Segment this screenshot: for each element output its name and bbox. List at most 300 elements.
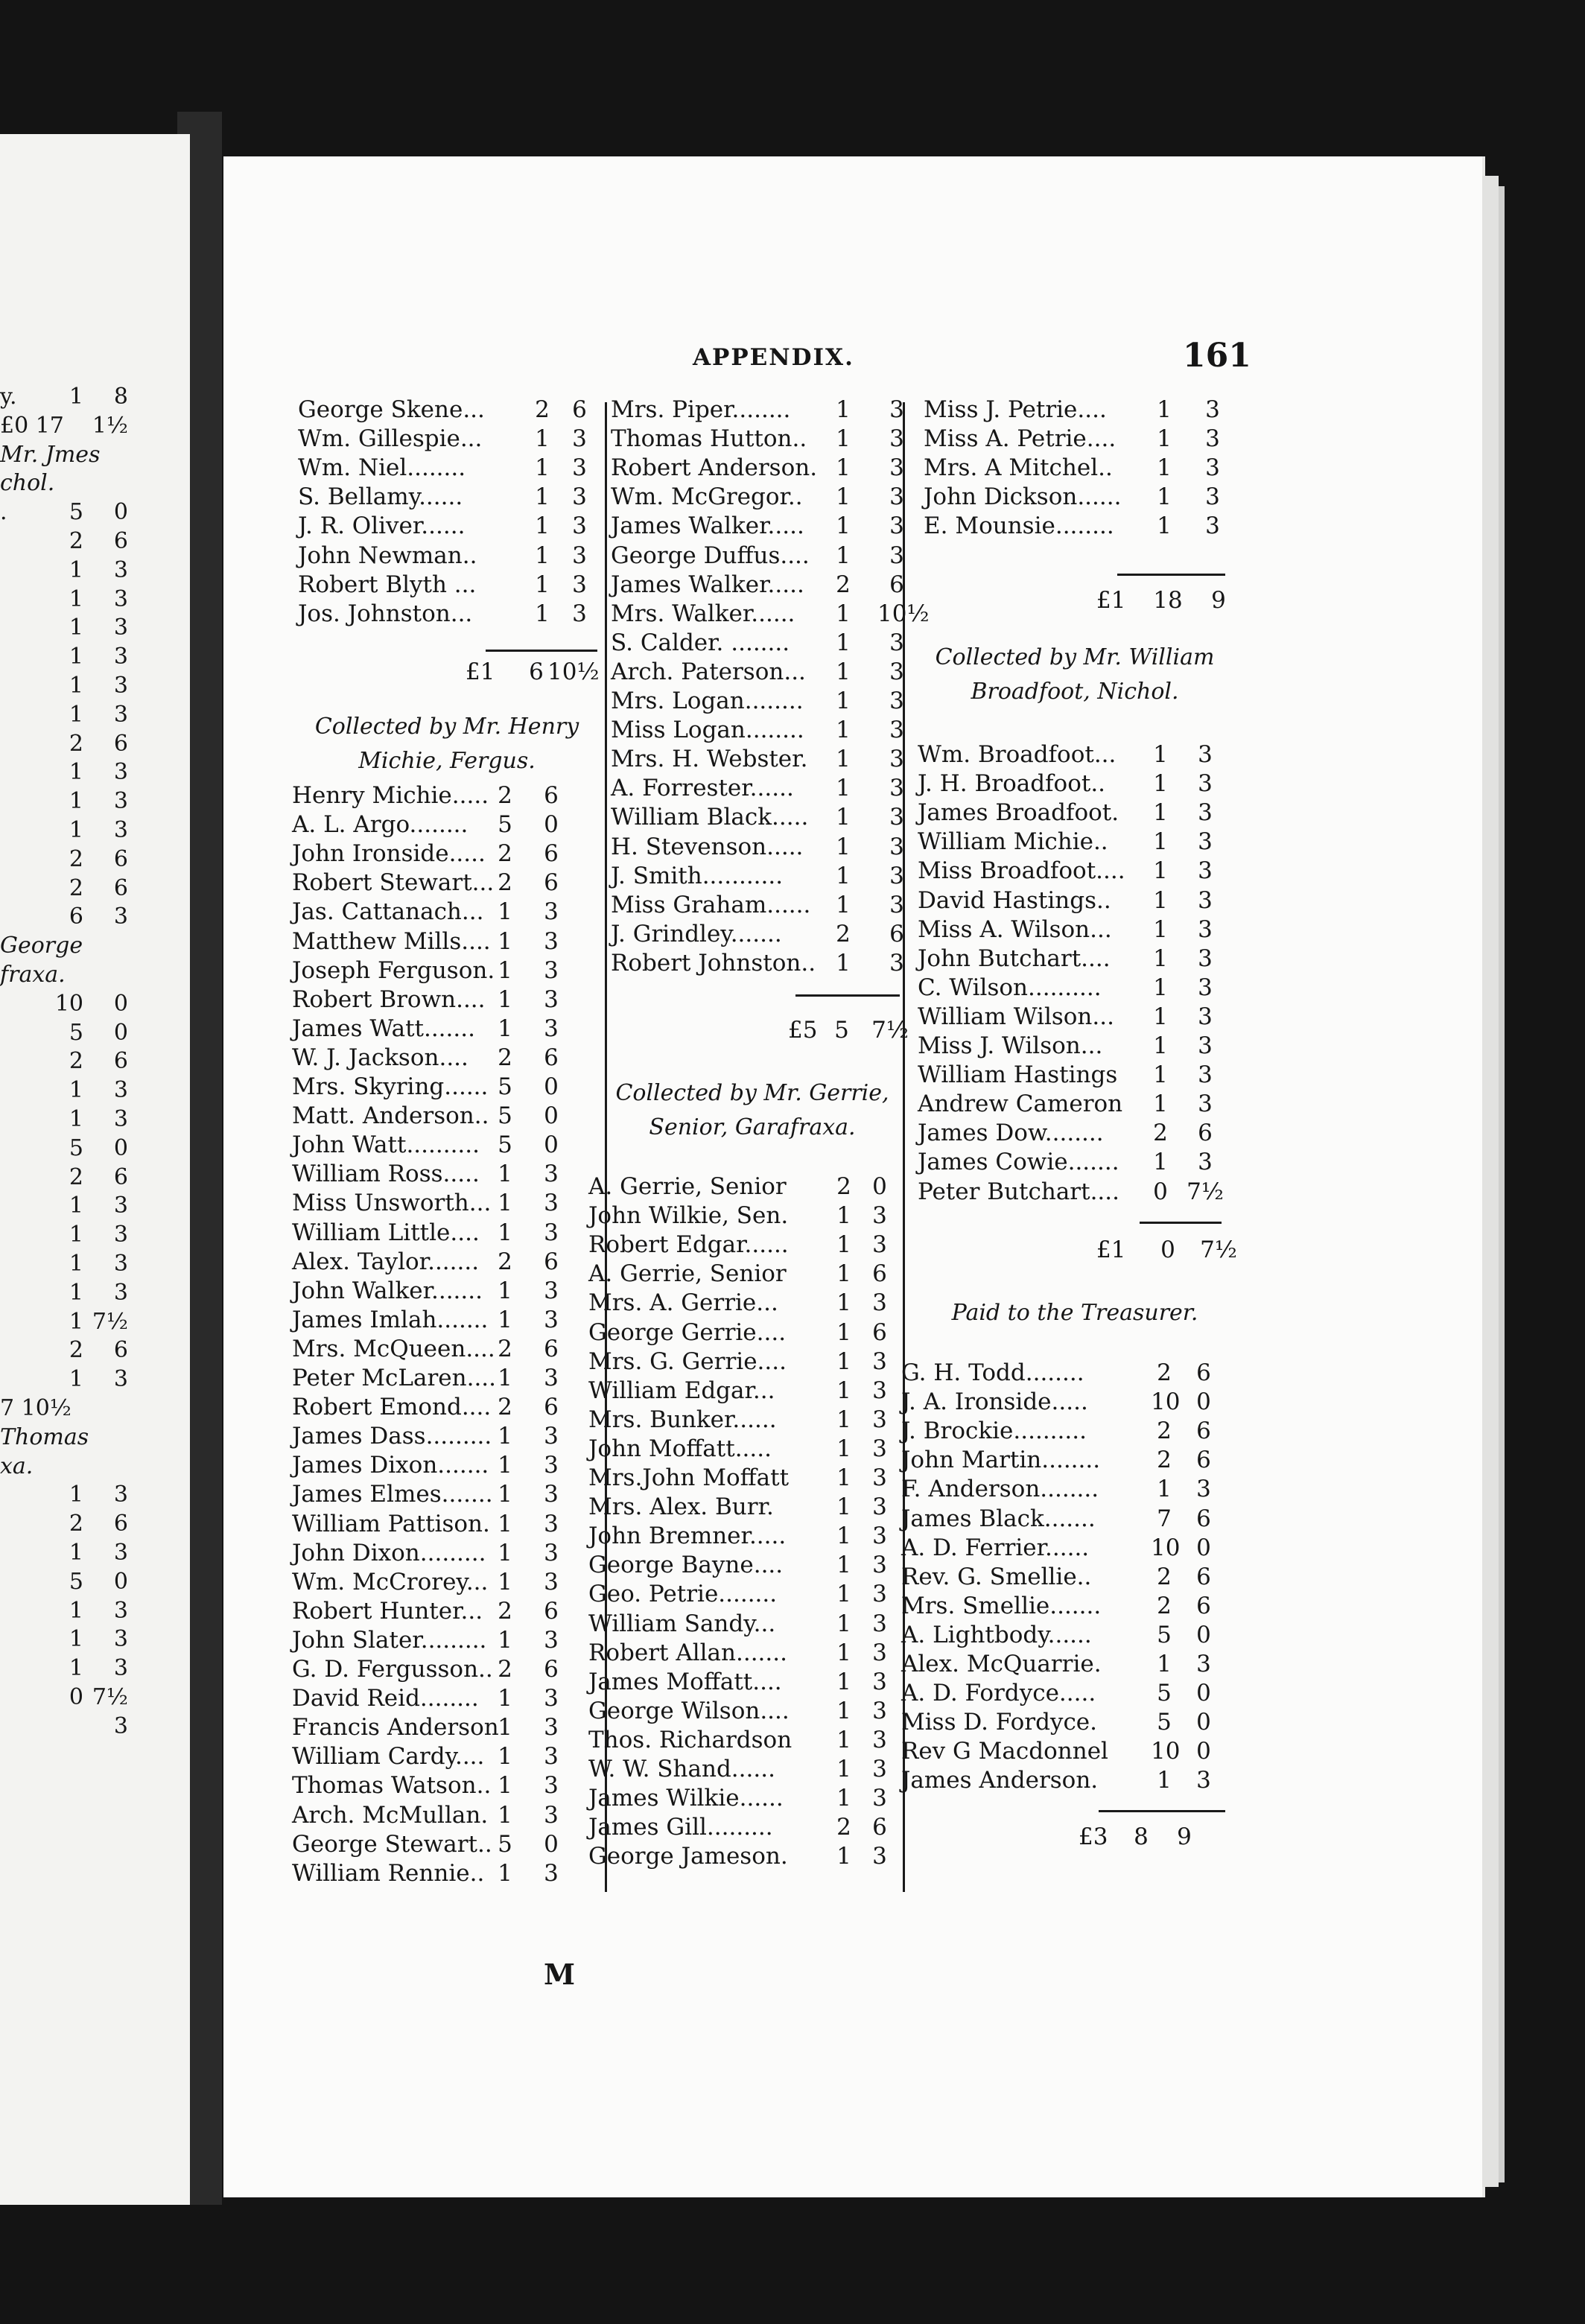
pence: 3: [872, 1289, 887, 1317]
shillings: 1: [836, 833, 851, 860]
left-page-row: [0, 1106, 171, 1136]
shillings: 5: [498, 1073, 512, 1100]
shillings: 1: [836, 542, 851, 569]
donor-name: William Hastings: [918, 1061, 1118, 1089]
entry-row: [924, 396, 1238, 425]
running-header: APPENDIX.: [693, 344, 854, 371]
shillings: 1: [1157, 1767, 1172, 1794]
fragment-shillings: 1: [69, 1251, 83, 1277]
collector-heading: Senior, Garafraxa.: [649, 1114, 856, 1140]
fragment-shillings: 1: [69, 644, 83, 670]
left-page-row: [0, 1511, 171, 1540]
fragment-shillings: 2: [69, 528, 83, 554]
left-page-row: [0, 933, 171, 962]
entry-row: [298, 571, 605, 600]
pence: 3: [889, 542, 904, 569]
fragment-pence: 1½: [92, 412, 128, 439]
entry-row: [901, 1767, 1229, 1795]
entry-row: [292, 1131, 576, 1160]
shillings: 1: [836, 1668, 851, 1695]
donor-name: Andrew Cameron: [918, 1090, 1123, 1118]
donor-name: W. W. Shand......: [588, 1756, 775, 1782]
donor-name: John Dixon.........: [292, 1539, 486, 1566]
donor-name: Miss A. Wilson...: [918, 915, 1112, 943]
fragment-shillings: 6: [69, 904, 83, 930]
page-edge: [1482, 176, 1499, 2187]
pence: 3: [872, 1552, 887, 1579]
entry-row: [292, 1772, 576, 1800]
shillings: 1: [498, 1685, 512, 1712]
entry-row: [918, 741, 1230, 769]
entry-row: [298, 425, 605, 454]
donor-name: John Slater.........: [292, 1626, 487, 1654]
entry-row: [292, 1569, 576, 1597]
entry-row: [918, 1149, 1230, 1177]
entry-row: [292, 1161, 576, 1189]
pence: 6: [1196, 1505, 1211, 1532]
shillings: 1: [535, 425, 550, 453]
fragment-shillings: 1: [69, 1308, 83, 1335]
pence: 3: [1198, 828, 1213, 856]
shillings: 1: [498, 1626, 512, 1654]
donor-name: James Dow........: [918, 1120, 1104, 1147]
donor-name: Robert Anderson.: [611, 454, 818, 482]
shillings: 10: [1151, 1534, 1181, 1561]
entry-row: [901, 1388, 1229, 1417]
entry-row: [292, 1423, 576, 1451]
fragment-shillings: 5: [69, 499, 83, 526]
pence: 3: [572, 512, 587, 540]
shillings: 1: [836, 1435, 851, 1462]
total-pence: 10½: [547, 658, 600, 685]
donor-name: Wm. McGregor..: [611, 483, 803, 511]
entry-row: [292, 1044, 576, 1073]
donor-name: Matthew Mills....: [292, 927, 491, 955]
entry-row: [901, 1476, 1229, 1504]
shillings: 1: [836, 658, 851, 685]
donor-name: Mrs. A Mitchel..: [924, 454, 1113, 482]
donor-name: Thomas Hutton..: [611, 425, 807, 453]
entry-row: [918, 828, 1230, 857]
fragment-shillings: 1: [69, 384, 83, 410]
pence: 3: [889, 891, 904, 918]
donor-name: Robert Brown....: [292, 985, 486, 1013]
shillings: 1: [836, 1639, 851, 1666]
shillings: 1: [836, 1289, 851, 1317]
pence: 3: [1205, 483, 1220, 511]
entry-row: [292, 1860, 576, 1888]
donor-name: Robert Stewart...: [292, 869, 495, 897]
pence: 6: [872, 1318, 887, 1346]
pence: 6: [1198, 1120, 1213, 1147]
entry-row: [588, 1698, 905, 1726]
donor-name: A. Gerrie, Senior: [588, 1260, 787, 1288]
left-page-row: [0, 1598, 171, 1628]
pence: 6: [1196, 1563, 1211, 1590]
left-page-row: [0, 846, 171, 876]
pence: 3: [872, 1668, 887, 1695]
total-pounds: £3: [1079, 1823, 1108, 1850]
pence: 0: [1196, 1738, 1211, 1765]
entry-row: [924, 425, 1238, 454]
entry-row: [611, 775, 922, 803]
pence: 3: [872, 1726, 887, 1753]
shillings: 1: [836, 1726, 851, 1753]
entry-row: [588, 1639, 905, 1668]
shillings: 1: [1157, 483, 1172, 511]
left-page-row: [0, 1222, 171, 1251]
pence: 3: [544, 1452, 559, 1479]
entry-row: [588, 1669, 905, 1697]
shillings: 2: [535, 396, 550, 423]
fragment-text: .: [0, 499, 7, 526]
entry-row: [918, 1061, 1230, 1090]
donor-name: Mrs. A. Gerrie...: [588, 1289, 778, 1317]
pence: 3: [544, 1277, 559, 1304]
entry-row: [918, 974, 1230, 1003]
entry-row: [292, 957, 576, 985]
entry-row: [292, 1511, 576, 1539]
donor-name: William Pattison.: [292, 1510, 490, 1537]
donor-name: J. Smith...........: [611, 862, 784, 889]
pence: 6: [544, 1394, 559, 1421]
pence: 3: [1198, 741, 1213, 768]
entry-row: [588, 1814, 905, 1842]
entry-row: [901, 1622, 1229, 1650]
fragment-pence: 6: [113, 1048, 128, 1075]
entry-row: [292, 1394, 576, 1422]
left-page-row: [0, 788, 171, 818]
shillings: 1: [498, 1219, 512, 1246]
pence: 3: [872, 1406, 887, 1433]
entry-row: [918, 1120, 1230, 1148]
shillings: 1: [1153, 1090, 1168, 1118]
donor-name: Robert Hunter...: [292, 1597, 483, 1625]
shillings: 2: [1157, 1417, 1172, 1445]
left-page-row: [0, 1569, 171, 1598]
pence: 3: [1198, 857, 1213, 885]
shillings: 1: [498, 1510, 512, 1537]
left-page-row: [0, 1193, 171, 1222]
entry-row: [611, 629, 922, 658]
pence: 3: [1198, 770, 1213, 798]
donor-name: Alex. Taylor.......: [292, 1248, 480, 1275]
pence: 3: [544, 1015, 559, 1042]
pence: 3: [544, 898, 559, 926]
donor-name: C. Wilson..........: [918, 974, 1102, 1001]
entry-row: [918, 1032, 1230, 1061]
shillings: 1: [535, 571, 550, 598]
donor-name: George Gerrie....: [588, 1318, 787, 1346]
entry-row: [918, 770, 1230, 799]
pence: 3: [889, 833, 904, 860]
donor-name: Miss J. Petrie....: [924, 396, 1107, 423]
shillings: 1: [498, 985, 512, 1013]
left-page-row: [0, 1540, 171, 1569]
shillings: 1: [1153, 915, 1168, 943]
shillings: 1: [836, 1523, 851, 1550]
shillings: 1: [498, 898, 512, 926]
pence: 3: [572, 571, 587, 598]
left-page-row: [0, 1048, 171, 1078]
pence: 7½: [1187, 1178, 1224, 1205]
fragment-shillings: 1: [69, 1655, 83, 1682]
pence: 3: [889, 949, 904, 977]
fragment-pence: 3: [113, 615, 128, 641]
entry-row: [918, 1090, 1230, 1119]
donor-name: J. H. Broadfoot..: [918, 770, 1106, 798]
entry-row: [292, 1802, 576, 1830]
left-page-row: [0, 1655, 171, 1685]
left-page-row: [0, 644, 171, 673]
donor-name: A. L. Argo........: [292, 811, 468, 839]
pence: 3: [544, 1772, 559, 1800]
fragment-pence: 0: [113, 1134, 128, 1161]
pence: 3: [544, 1161, 559, 1188]
pence: 6: [889, 920, 904, 947]
donor-name: James Moffatt....: [588, 1668, 782, 1695]
pence: 6: [1196, 1592, 1211, 1619]
donor-name: A. Gerrie, Senior: [588, 1173, 787, 1200]
fragment-pence: 3: [113, 904, 128, 930]
donor-name: Francis Anderson: [292, 1714, 499, 1742]
pence: 3: [544, 1743, 559, 1771]
pence: 3: [1205, 454, 1220, 482]
pence: 3: [572, 425, 587, 453]
fragment-shillings: 5: [69, 1019, 83, 1046]
shillings: 1: [836, 775, 851, 802]
entry-row: [918, 916, 1230, 944]
pence: 3: [872, 1785, 887, 1812]
pence: 3: [889, 746, 904, 773]
shillings: 1: [836, 396, 851, 423]
fragment-shillings: 10: [54, 990, 83, 1017]
donor-name: Mrs. Alex. Burr.: [588, 1493, 774, 1521]
left-page-row: [0, 442, 171, 472]
shillings: 1: [535, 542, 550, 569]
donor-name: Peter Butchart....: [918, 1178, 1119, 1205]
pence: 3: [572, 542, 587, 569]
donor-name: William Little....: [292, 1219, 480, 1246]
page-edge-shadow: [1499, 186, 1505, 2182]
subtotal-rule: [795, 994, 900, 997]
entry-row: [611, 425, 922, 454]
pence: 3: [544, 927, 559, 955]
entry-row: [292, 1219, 576, 1248]
pence: 3: [544, 1306, 559, 1333]
left-page-row: [0, 731, 171, 761]
entry-row: [901, 1505, 1229, 1534]
donor-name: James Imlah.......: [292, 1306, 489, 1333]
left-page-fragment: [0, 134, 190, 2205]
entry-row: [292, 1685, 576, 1713]
fragment-pence: 6: [113, 528, 128, 554]
shillings: 5: [498, 1830, 512, 1858]
entry-row: [611, 892, 922, 920]
shillings: 1: [1153, 799, 1168, 827]
pence: 6: [1196, 1359, 1211, 1386]
pence: 0: [1196, 1680, 1211, 1707]
fragment-shillings: 1: [69, 1540, 83, 1566]
entry-row: [901, 1651, 1229, 1679]
donor-name: Wm. McCrorey...: [292, 1568, 489, 1596]
fragment-shillings: 1: [69, 1279, 83, 1306]
fragment-pence: 6: [113, 845, 128, 872]
shillings: 1: [498, 1714, 512, 1742]
donor-name: Mrs. Piper........: [611, 396, 791, 423]
pence: 3: [872, 1377, 887, 1404]
shillings: 1: [836, 425, 851, 453]
shillings: 1: [836, 1347, 851, 1375]
fragment-shillings: 2: [69, 845, 83, 872]
left-page-row: [0, 586, 171, 616]
collector-heading: Broadfoot, Nichol.: [971, 679, 1179, 705]
pence: 3: [572, 454, 587, 482]
left-page-row: [0, 1684, 171, 1714]
pence: 10½: [877, 600, 930, 627]
donor-name: John Moffatt.....: [588, 1435, 772, 1462]
fragment-shillings: 1: [69, 759, 83, 786]
fragment-shillings: 1: [69, 788, 83, 815]
entry-row: [292, 869, 576, 898]
donor-name: James Dixon.......: [292, 1452, 489, 1479]
entry-row: [611, 542, 922, 571]
shillings: 1: [1153, 1149, 1168, 1176]
donor-name: A. D. Ferrier......: [901, 1534, 1090, 1561]
entry-row: [924, 483, 1238, 512]
fragment-shillings: 1: [69, 1597, 83, 1624]
fragment-pence: 0: [113, 499, 128, 526]
pence: 3: [1198, 799, 1213, 827]
entry-row: [298, 542, 605, 571]
donor-name: James Dass.........: [292, 1423, 492, 1450]
fragment-shillings: 2: [69, 1511, 83, 1537]
shillings: 2: [836, 920, 851, 947]
donor-name: John Butchart....: [918, 944, 1111, 972]
treasurer-heading: Paid to the Treasurer.: [951, 1300, 1198, 1326]
donor-name: A. Lightbody......: [901, 1621, 1092, 1648]
donor-name: James Walker.....: [611, 571, 804, 598]
fragment-pence: 3: [113, 1077, 128, 1104]
pence: 6: [544, 1248, 559, 1275]
pence: 3: [889, 688, 904, 714]
entry-row: [918, 1003, 1230, 1032]
fragment-pence: 3: [113, 1366, 128, 1393]
total-pence: 7½: [1200, 1236, 1237, 1263]
fragment-text: George: [0, 933, 83, 959]
pence: 3: [1198, 944, 1213, 972]
total-pounds: £5: [788, 1017, 818, 1044]
donor-name: John Watt..........: [292, 1131, 480, 1159]
donor-name: William Edgar...: [588, 1377, 775, 1404]
donor-name: Miss Graham......: [611, 891, 811, 918]
shillings: 1: [1157, 425, 1172, 453]
shillings: 1: [498, 1277, 512, 1304]
donor-name: Miss D. Fordyce.: [901, 1709, 1098, 1736]
shillings: 1: [836, 717, 851, 744]
fragment-pence: 3: [113, 759, 128, 786]
shillings: 1: [836, 483, 851, 511]
shillings: 1: [498, 1801, 512, 1829]
fragment-pence: 7½: [92, 1308, 128, 1335]
entry-row: [918, 887, 1230, 915]
fragment-pence: 8: [113, 384, 128, 410]
fragment-pence: 6: [113, 874, 128, 901]
donor-name: F. Anderson........: [901, 1476, 1099, 1503]
entry-row: [292, 1307, 576, 1335]
fragment-pence: 3: [113, 1251, 128, 1277]
donor-name: Wm. Gillespie...: [298, 425, 483, 453]
total-shillings: 0: [1160, 1236, 1175, 1263]
pence: 3: [872, 1843, 887, 1870]
entry-row: [918, 945, 1230, 974]
shillings: 1: [498, 927, 512, 955]
pence: 3: [872, 1493, 887, 1521]
shillings: 1: [836, 1552, 851, 1579]
fragment-text: £0 17: [0, 412, 64, 439]
donor-name: S. Calder. ........: [611, 629, 790, 656]
entry-row: [292, 1714, 576, 1742]
fragment-shillings: 1: [69, 615, 83, 641]
donor-name: Alex. McQuarrie.: [901, 1651, 1102, 1677]
pence: 3: [544, 1481, 559, 1508]
fragment-pence: 3: [113, 1279, 128, 1306]
donor-name: Robert Johnston..: [611, 949, 816, 977]
shillings: 1: [1153, 857, 1168, 885]
entry-row: [901, 1417, 1229, 1446]
shillings: 2: [498, 1394, 512, 1421]
donor-name: J. R. Oliver......: [298, 512, 466, 540]
donor-name: Robert Blyth ...: [298, 571, 477, 598]
left-page-row: [0, 615, 171, 644]
fragment-shillings: 1: [69, 1077, 83, 1104]
fragment-shillings: 1: [69, 673, 83, 699]
pence: 3: [544, 1714, 559, 1742]
shillings: 2: [1157, 1447, 1172, 1474]
left-page-row: [0, 1020, 171, 1050]
pence: 3: [889, 629, 904, 656]
shillings: 1: [498, 1772, 512, 1800]
donor-name: Robert Emond....: [292, 1394, 492, 1421]
donor-name: A. Forrester......: [611, 775, 794, 802]
entry-row: [588, 1435, 905, 1464]
entry-row: [292, 1365, 576, 1393]
fragment-shillings: 1: [69, 701, 83, 728]
shillings: 1: [1153, 828, 1168, 856]
collector-heading: Collected by Mr. Henry: [314, 714, 579, 740]
shillings: 1: [1157, 512, 1172, 540]
donor-name: Mrs.John Moffatt: [588, 1464, 790, 1491]
entry-row: [611, 658, 922, 687]
shillings: 1: [1153, 944, 1168, 972]
donor-name: Rev G Macdonnel: [901, 1738, 1108, 1765]
donor-name: John Newman..: [298, 542, 477, 569]
shillings: 1: [836, 862, 851, 889]
pence: 3: [889, 396, 904, 423]
shillings: 1: [836, 1318, 851, 1346]
subtotal-rule: [1117, 574, 1225, 576]
pence: 3: [1198, 1090, 1213, 1118]
entry-row: [611, 834, 922, 862]
shillings: 1: [836, 1202, 851, 1230]
shillings: 5: [1157, 1709, 1172, 1736]
shillings: 1: [836, 1377, 851, 1404]
fragment-pence: 6: [113, 1163, 128, 1190]
pence: 6: [872, 1814, 887, 1841]
entry-row: [292, 1598, 576, 1626]
donor-name: G. D. Fergusson..: [292, 1656, 493, 1683]
entry-row: [901, 1447, 1229, 1475]
